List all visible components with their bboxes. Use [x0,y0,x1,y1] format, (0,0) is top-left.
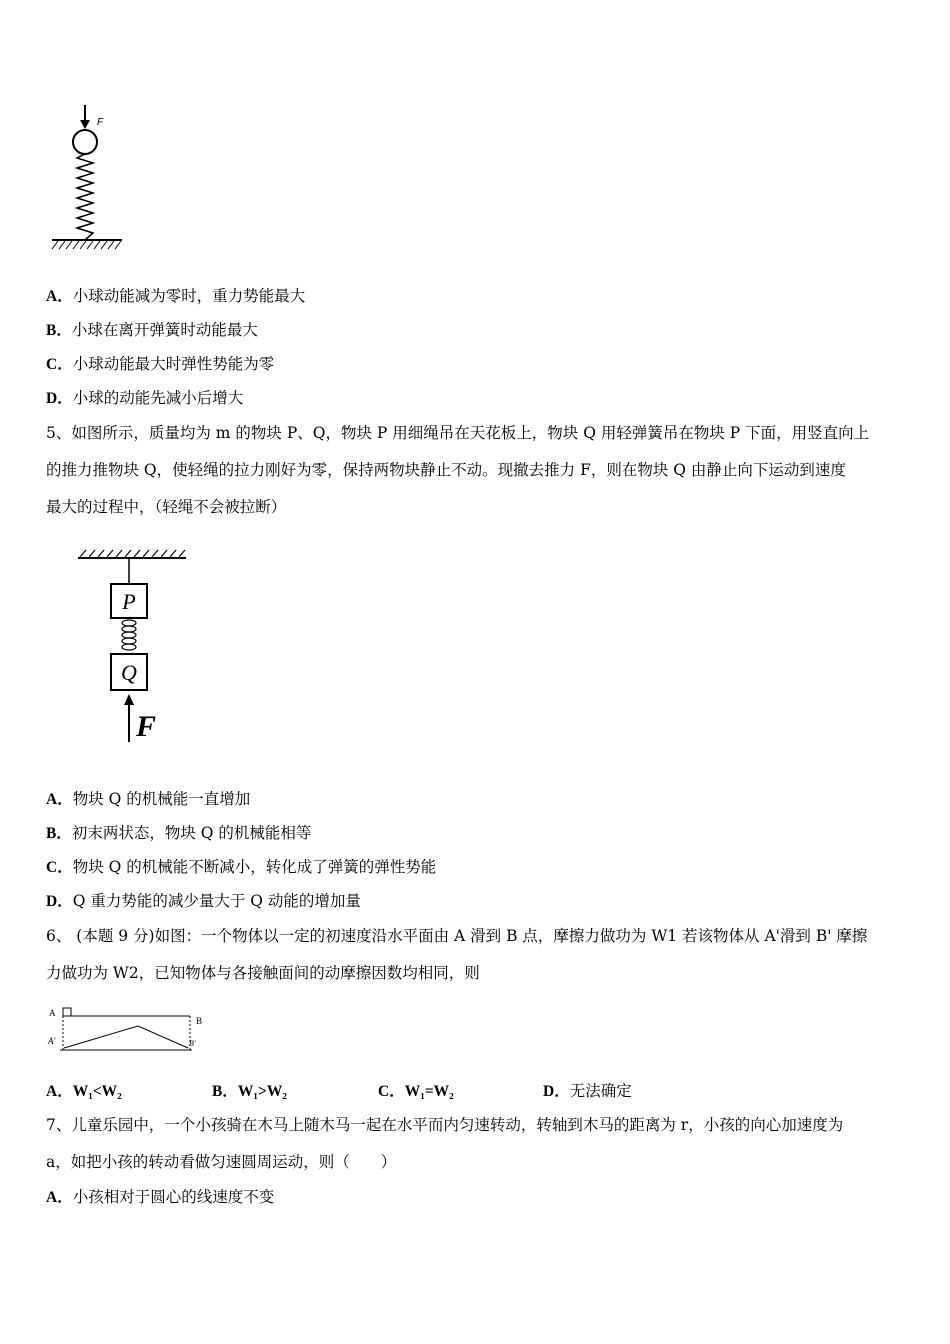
force-label-F: F [97,117,104,128]
q7-stem-line-2: a，如把小孩的转动看做匀速圆周运动，则（ ） [46,1153,397,1171]
q6-choice-b: B．W₁>W₂ [212,1083,287,1100]
block-q-label: Q [121,660,137,685]
q6-stem-line-2: 力做功为 W2，已知物体与各接触面间的动摩擦因数均相同，则 [46,964,480,982]
q6-choice-c: C．W₁=W₂ [378,1083,454,1100]
q6-choice-d: D．无法确定 [543,1082,632,1100]
q5-option-c: C．物块 Q 的机械能不断减小，转化成了弹簧的弹性势能 [46,858,437,876]
point-a-prime-label: A' [48,1036,56,1046]
q5-stem-line-2: 的推力推物块 Q，使轻绳的拉力刚好为零，保持两物块静止不动。现撤去推力 F，则在物块 Q 由静止向下运动到速度 [46,461,846,479]
q7-option-a: A．小孩相对于圆心的线速度不变 [46,1188,275,1206]
slide-paths-figure [46,1004,216,1056]
q5-stem-line-3: 最大的过程中，（轻绳不会被拉断） [46,498,287,516]
q6-choice-a: A．W₁<W₂ [46,1083,122,1100]
q4-option-b: B．小球在离开弹簧时动能最大 [46,321,258,339]
q5-option-a: A．物块 Q 的机械能一直增加 [46,790,251,808]
q5-option-b: B．初末两状态，物块 Q 的机械能相等 [46,824,312,842]
blocks-pq-figure [74,544,194,749]
point-b-prime-label: B' [189,1039,196,1048]
q5-option-d: D．Q 重力势能的减少量大于 Q 动能的增加量 [46,892,361,910]
point-a-label: A [49,1008,56,1018]
q4-option-a: A．小球动能减为零时，重力势能最大 [46,287,306,305]
q5-stem-line-1: 5、如图所示，质量均为 m 的物块 P、Q，物块 P 用细绳吊在天花板上，物块 Q 用轻弹簧吊在物块 P 下面，用竖直向上 [46,424,870,442]
q6-stem-line-1: 6、 (本题 9 分)如图：一个物体以一定的初速度沿水平面由 A 滑到 B 点，摩擦力做功为 W1 若该物体从 A'滑到 B' 摩擦 [46,927,868,945]
block-p-label: P [122,589,136,614]
q7-stem-line-1: 7、儿童乐园中，一个小孩骑在木马上随木马一起在水平而内匀速转动，转轴到木马的距离为 r，小孩的向心加速度为 [46,1116,844,1134]
spring-ball-figure [44,100,134,255]
q4-option-d: D．小球的动能先减小后增大 [46,389,244,407]
force-label-F: F [136,710,157,743]
point-b-label: B [196,1016,203,1026]
q4-option-c: C．小球动能最大时弹性势能为零 [46,355,275,373]
